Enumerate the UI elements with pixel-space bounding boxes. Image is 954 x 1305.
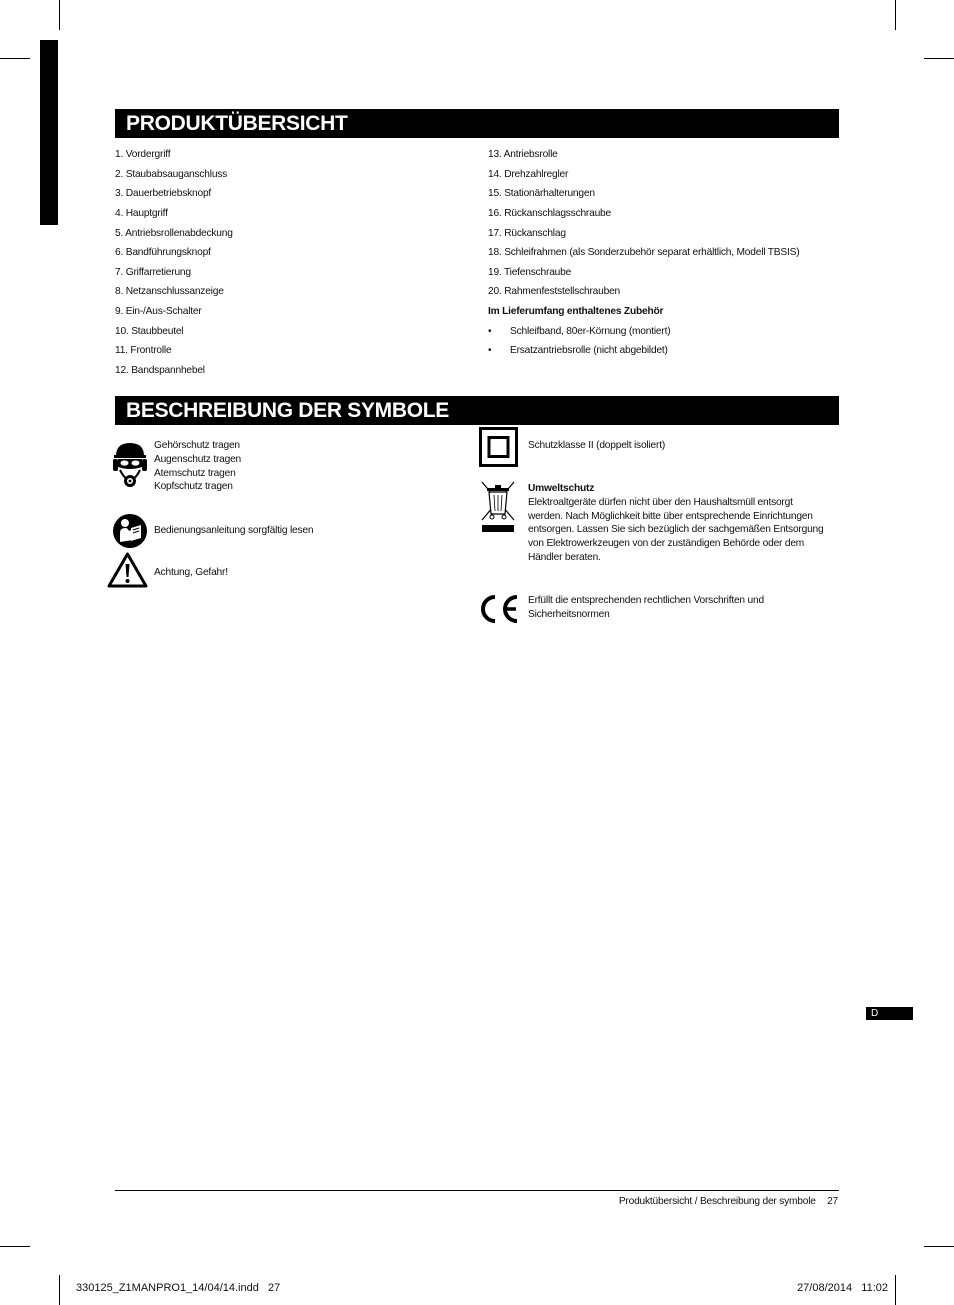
list-item: 17. Rückanschlag [488,227,566,239]
list-item: 9. Ein-/Aus-Schalter [115,306,202,318]
crop-mark [0,58,30,59]
parts-list-left [115,150,233,386]
section-tab-marker [40,40,58,225]
list-item: 4. Hauptgriff [115,207,168,219]
crop-mark [924,58,954,59]
list-item: 8. Netzanschlussanzeige [115,286,224,298]
parts-list-right [488,150,799,366]
footer-section: Produktübersicht / Beschreibung der symbole [618,1196,816,1207]
slug-file: 330125_Z1MANPRO1_14/04/14.indd 27 [76,1282,281,1294]
list-item: 15. Stationärhalterungen [488,188,595,200]
bullet: • [488,325,492,337]
class-ii-icon [479,427,518,467]
list-item: 18. Schleifrahmen (als Sonderzubehör separat erhältlich, Modell TBSIS) [488,247,800,259]
weee-bin-icon [479,478,517,536]
list-item: 10. Staubbeutel [115,325,184,337]
heading-symbols: BESCHREIBUNG DER SYMBOLE [115,396,839,425]
accessory-label: Ersatzantriebsrolle (nicht abgebildet) [510,345,668,357]
accessories-title: Im Lieferumfang enthaltenes Zubehör [488,306,664,318]
page-number: 27 [827,1196,838,1207]
crop-mark [895,1275,896,1305]
weee-line: werden. Nach Möglichkeit bitte über entsprechende Einrichtungen [528,510,813,522]
footer-rule [115,1190,839,1191]
list-item: 12. Bandspannhebel [115,365,205,377]
manual-label: Bedienungsanleitung sorgfältig lesen [154,525,314,536]
manual-text [154,524,313,538]
weee-line: Elektroaltgeräte dürfen nicht über den Haushaltsmüll entsorgt [528,496,793,508]
warning-label: Achtung, Gefahr! [154,567,228,578]
accessory-label: Schleifband, 80er-Körnung (montiert) [510,325,671,337]
language-tab: D [866,1007,913,1020]
ce-text [528,594,764,622]
bullet: • [488,345,492,357]
warning-text [154,566,228,580]
ppe-line: Atemschutz tragen [154,467,236,479]
accessory-item [488,346,799,366]
class-ii-label: Schutzklasse II (doppelt isoliert) [528,440,666,451]
list-item: 7. Griffarretierung [115,266,191,278]
weee-title: Umweltschutz [528,483,595,494]
weee-line: Händler beraten. [528,551,601,563]
slug-date: 27/08/2014 11:02 [797,1282,888,1294]
ppe-icon [112,440,148,492]
list-item: 11. Frontrolle [115,345,172,357]
weee-line: von Elektrowerkzeugen von der zuständigen Behörde oder dem [528,538,805,550]
list-item: 1. Vordergriff [115,149,171,160]
list-item: 14. Drehzahlregler [488,168,569,180]
crop-mark [59,0,60,30]
read-manual-icon [112,513,148,549]
running-footer [619,1196,838,1207]
weee-line: entsorgen. Lassen Sie sich bezüglich der sachgemäßen Entsorgung [528,524,824,536]
ce-line: Erfüllt die entsprechenden rechtlichen Vorschriften und [528,595,764,606]
list-item: 5. Antriebsrollenabdeckung [115,227,233,239]
ce-line: Sicherheitsnormen [528,608,610,620]
ppe-line: Kopfschutz tragen [154,481,233,493]
ppe-text [154,439,241,494]
warning-triangle-icon [107,552,148,588]
list-item: 13. Antriebsrolle [488,149,558,160]
crop-mark [924,1246,954,1247]
crop-mark [0,1246,30,1247]
list-item: 19. Tiefenschraube [488,266,572,278]
ce-mark-icon [476,593,522,625]
accessory-item [488,327,799,347]
list-item: 20. Rahmenfeststellschrauben [488,286,621,298]
weee-text [528,482,823,565]
list-item: 3. Dauerbetriebsknopf [115,188,212,200]
heading-product-overview: PRODUKTÜBERSICHT [115,109,839,138]
list-item: 6. Bandführungsknopf [115,247,211,259]
ppe-line: Augenschutz tragen [154,453,242,465]
list-item: 16. Rückanschlagsschraube [488,207,611,219]
crop-mark [59,1275,60,1305]
ppe-line: Gehörschutz tragen [154,440,240,451]
list-item: 2. Staubabsauganschluss [115,168,228,180]
class-ii-text [528,439,665,453]
crop-mark [895,0,896,30]
